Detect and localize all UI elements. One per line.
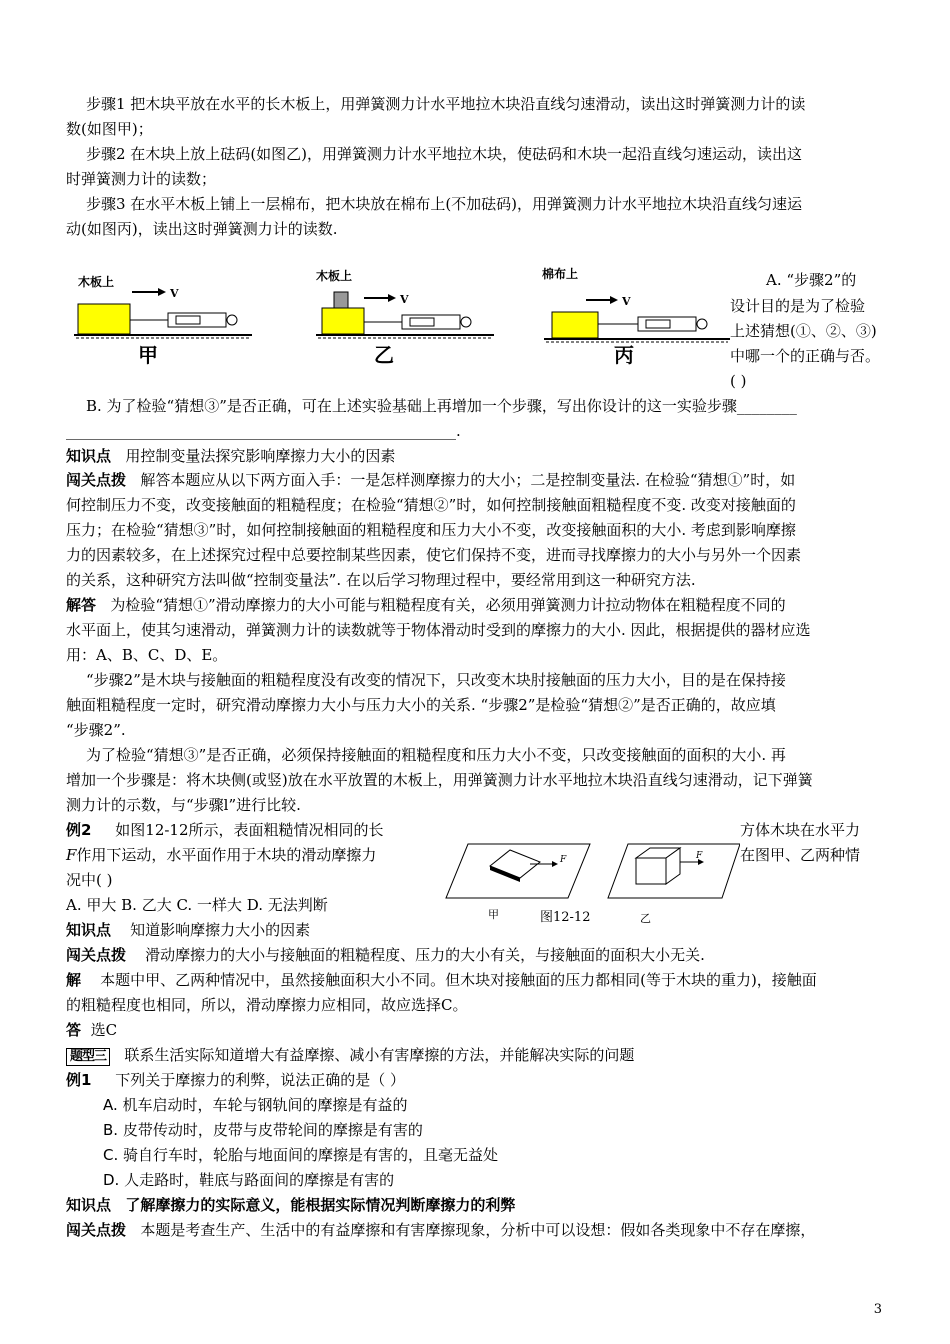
example1 (66, 1068, 884, 1092)
tip1-line5: 的关系，这种研究方法叫做“控制变量法”. 在以后学习物理过程中，要经常用到这一种研究方法. (66, 571, 696, 589)
velocity-arrowhead (388, 294, 396, 302)
example2-options: A. 甲大 B. 乙大 C. 一样大 D. 无法判断 (66, 896, 328, 914)
figure-jia (70, 268, 260, 368)
example-label: 例2 (66, 821, 92, 839)
answer1-line5: 触面粗糙程度一定时，研究滑动摩擦力大小与压力大小的关系. “步骤2”是检验“猜想②”是否正确的，故应填 (66, 696, 776, 714)
figure-yi (312, 262, 502, 368)
question-a-line5: ( ) (730, 372, 747, 390)
solution2-line2: 的粗糙程度也相同，所以，滑动摩擦力应相同，故应选择C。 (66, 996, 468, 1014)
velocity-label: V (170, 287, 179, 300)
block-yi-front (636, 858, 666, 884)
example-label: 例1 (66, 1071, 92, 1089)
question-a-line2: 设计目的是为了检验 (730, 297, 866, 315)
force-label-jia: F (560, 855, 567, 865)
example2-right1: 方体木块在水平力 (740, 821, 861, 839)
tip-text: 本题是考查生产、生活中的有益摩擦和有害摩擦现象，分析中可以设想：假如各类现象中不存在摩擦， (140, 1221, 816, 1239)
answer-label: 答 (66, 1021, 82, 1039)
example2-line1 (66, 818, 436, 842)
wood-block (322, 308, 364, 334)
spring-scale-inner (410, 318, 434, 326)
example-text-2: 作用下运动，水平面作用于木块的滑动摩擦力 (76, 846, 377, 864)
question-type-text: 联系生活实际知道增大有益摩擦、减小有害摩擦的方法，并能解决实际的问题 (124, 1046, 635, 1064)
spring-scale-inner (646, 320, 670, 328)
knowledge-point-1 (66, 444, 884, 468)
answer1-line1 (66, 593, 884, 617)
force-label-yi: F (696, 851, 703, 861)
option-b: B. 皮带传动时，皮带与皮带轮间的摩擦是有害的 (103, 1121, 423, 1139)
tip-label: 闯关点拨 (66, 1221, 127, 1239)
knowledge-point-2 (66, 918, 884, 942)
answer-label: 解答 (66, 596, 97, 614)
example-text: 如图12-12所示，表面粗糙情况相同的长 (115, 821, 384, 839)
example2-right2: 在图甲、乙两种情 (740, 846, 861, 864)
knowledge-point-text: 用控制变量法探究影响摩擦力大小的因素 (125, 447, 396, 465)
solution-label: 解 (66, 971, 82, 989)
step2-line2: 时弹簧测力计的读数； (66, 170, 217, 188)
knowledge-point-text: 知道影响摩擦力大小的因素 (130, 921, 311, 939)
answer1-line9: 测力计的示数，与“步骤l”进行比较. (66, 796, 301, 814)
figure-jia-label: 甲 (138, 343, 158, 367)
question-b-line1: B. 为了检验“猜想③”是否正确，可在上述实验基础上再增加一个步骤，写出你设计的这一实验步骤________ (86, 397, 797, 415)
velocity-label: V (400, 293, 409, 306)
tip1-line4: 力的因素较多，在上述探究过程中总要控制某些因素，使它们保持不变，进而寻找摩擦力的大小与另外一个因素 (66, 546, 802, 564)
figure-12-12-yi: 乙 (640, 912, 651, 925)
answer1-line3: 用：A、B、C、D、E。 (66, 646, 228, 664)
example2-line3: 况中( ) (66, 871, 113, 889)
figure-12-12 (440, 816, 740, 926)
answer1-line4: “步骤2”是木块与接触面的粗糙程度没有改变的情况下，只改变木块肘接触面的压力大小，目的是在保持接 (86, 671, 786, 689)
answer1-line2: 水平面上，使其匀速滑动，弹簧测力计的读数就等于物体滑动时受到的摩擦力的大小. 因此，根据提供的器材应选 (66, 621, 811, 639)
step1-line2: 数(如图甲)； (66, 120, 153, 138)
spring-scale-ring (227, 315, 237, 325)
answer2 (66, 1018, 884, 1042)
wood-block (552, 312, 598, 338)
step2-line1: 步骤2 在木块上放上砝码(如图乙)，用弹簧测力计水平地拉木块，使砝码和木块一起沿直线匀速运动，读出这 (86, 145, 803, 163)
tip1-line2: 何控制压力不变，改变接触面的粗糙程度；在检验“猜想②”时，如何控制接触面粗糙程度不变. 改变对接触面的 (66, 496, 796, 514)
option-a: A. 机车启动时，车轮与钢轨间的摩擦是有益的 (103, 1096, 408, 1114)
wood-block (78, 304, 130, 334)
tip-text: 解答本题应从以下两方面入手：一是怎样测摩擦力的大小；二是控制变量法. 在检验“猜想①”时，如 (140, 471, 796, 489)
option-d: D. 人走路时，鞋底与路面间的摩擦是有害的 (103, 1171, 395, 1189)
solution-text: 本题中甲、乙两种情况中，虽然接触面积大小不同。但木块对接触面的压力都相同(等于木块的重力)，接触面 (100, 971, 817, 989)
figure-yi-top-label: 木板上 (316, 269, 353, 283)
question-a-line1: A. “步骤2”的 (766, 271, 857, 289)
answer1-line6: “步骤2”. (66, 721, 126, 739)
question-a-line3: 上述猜想(①、②、③) (730, 322, 877, 340)
step3-line2: 动(如图丙)，读出这时弹簧测力计的读数. (66, 220, 338, 238)
page-number: 3 (873, 1302, 882, 1317)
solution2-line1 (66, 968, 884, 992)
knowledge-point-3 (66, 1193, 884, 1217)
velocity-arrowhead (610, 296, 618, 304)
tip-label: 闯关点拨 (66, 471, 127, 489)
answer-text: 选C (90, 1021, 118, 1039)
force-symbol: F (66, 846, 77, 864)
tip1-line1 (66, 468, 884, 492)
figure-caption: 图12-12 (540, 910, 591, 925)
step3-line1: 步骤3 在水平木板上铺上一层棉布，把木块放在棉布上(不加砝码)，用弹簧测力计水平地拉木块沿直线匀速运 (86, 195, 803, 213)
question-type-3 (66, 1043, 884, 1067)
knowledge-point-label: 知识点 (66, 921, 112, 939)
figure-bing-label: 丙 (614, 343, 634, 367)
tip2 (66, 943, 884, 967)
option-c: C. 骑自行车时，轮胎与地面间的摩擦是有害的，且毫无益处 (103, 1146, 499, 1164)
figure-bing-top-label: 棉布上 (542, 267, 579, 281)
question-b-line2: ____________________________________________________. (66, 422, 461, 440)
knowledge-point-text: 了解摩擦力的实际意义，能根据实际情况判断摩擦力的利弊 (125, 1196, 516, 1214)
step1-line1: 步骤1 把木块平放在水平的长木板上，用弹簧测力计水平地拉木块沿直线匀速滑动，读出这时弹簧测力计的读 (86, 95, 806, 113)
knowledge-point-label: 知识点 (66, 1196, 112, 1214)
answer-text: 为检验“猜想①”滑动摩擦力的大小可能与粗糙程度有关，必须用弹簧测力计拉动物体在粗糙程度不同的 (110, 596, 786, 614)
figure-jia-top-label: 木板上 (78, 275, 115, 289)
spring-scale-ring (697, 319, 707, 329)
spring-scale-inner (176, 316, 200, 324)
answer1-line8: 增加一个步骤是：将木块侧(或竖)放在水平放置的木板上，用弹簧测力计水平地拉木块沿直线匀速滑动，记下弹簧 (66, 771, 813, 789)
spring-scale-ring (461, 317, 471, 327)
knowledge-point-label: 知识点 (66, 447, 112, 465)
example-text: 下列关于摩擦力的利弊，说法正确的是（ ） (115, 1071, 406, 1089)
tip-label: 闯关点拨 (66, 946, 127, 964)
question-type-badge: 题型三 (66, 1048, 110, 1066)
figure-yi-label: 乙 (374, 343, 394, 367)
tip1-line3: 压力；在检验“猜想③”时，如何控制接触面的粗糙程度和压力大小不变，改变接触面积的大小. 考虑到影响摩擦 (66, 521, 796, 539)
question-a-line4: 中哪一个的正确与否。 (730, 347, 881, 365)
tip3 (66, 1218, 884, 1242)
weight (334, 292, 348, 308)
figure-12-12-jia: 甲 (488, 908, 499, 921)
velocity-label: V (622, 295, 631, 308)
tip-text: 滑动摩擦力的大小与接触面的粗糙程度、压力的大小有关，与接触面的面积大小无关. (145, 946, 705, 964)
answer1-line7: 为了检验“猜想③”是否正确，必须保持接触面的粗糙程度和压力大小不变，只改变接触面的面积的大小. 再 (86, 746, 786, 764)
velocity-arrowhead (158, 288, 166, 296)
figure-bing (540, 262, 740, 368)
example2-line2 (66, 843, 436, 867)
